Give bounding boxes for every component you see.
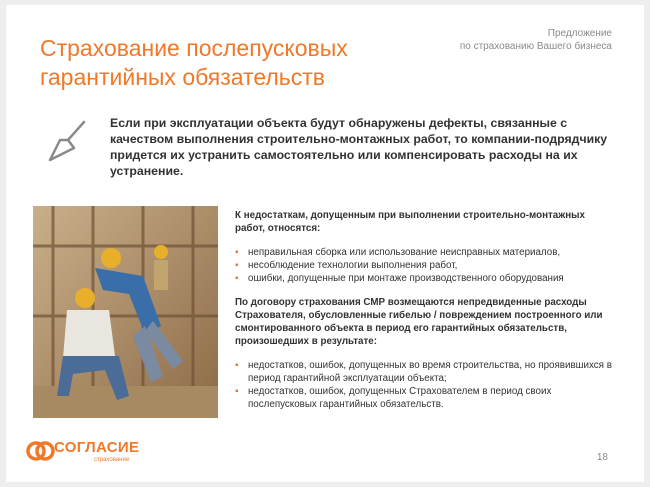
bullet-icon: ▪ — [235, 360, 239, 371]
heading-defects: К недостаткам, допущенным при выполнении строительно-монтажных работ, относятся: — [235, 210, 585, 234]
right-column — [235, 209, 613, 411]
tagline-line-1: Предложение — [547, 28, 612, 39]
trowel-icon — [44, 118, 92, 166]
bullet-icon: ▪ — [235, 260, 239, 271]
company-logo-subtitle: страхование — [94, 457, 130, 463]
list-item — [235, 272, 613, 285]
page-number: 18 — [596, 452, 608, 463]
construction-workers-photo — [33, 206, 218, 418]
tagline-line-2: по страхованию Вашего бизнеса — [459, 41, 612, 52]
list-item-text: неправильная сборка или использование неисправных материалов, — [248, 247, 561, 258]
list-item — [235, 259, 613, 272]
tagline — [392, 27, 612, 53]
title-line-2: гарантийных обязательств — [40, 64, 326, 90]
company-logo: СОГЛАСИЕ — [54, 439, 140, 456]
list-item — [235, 359, 613, 385]
list-item-text: несоблюдение технологии выполнения работ, — [248, 260, 458, 271]
list-item-text: ошибки, допущенные при монтаже производственного оборудования — [248, 273, 564, 284]
page-title — [40, 34, 420, 92]
list-item-text: недостатков, ошибок, допущенных во время строительства, но проявившихся в период гарантийной эксплуатации объекта; — [248, 360, 612, 384]
list-item — [235, 385, 613, 411]
bullet-icon: ▪ — [235, 273, 239, 284]
list-item-text: недостатков, ошибок, допущенных Страхователем в период своих послепусковых гарантийных обязательств. — [248, 386, 552, 410]
bullet-icon: ▪ — [235, 386, 239, 397]
slide — [6, 5, 644, 482]
list-item — [235, 246, 613, 259]
lead-paragraph: Если при эксплуатации объекта будут обнаружены дефекты, связанные с качеством выполнения строительно-монтажных работ, то компании-подрядчику придется их устранить самостоятельно или компенсировать расходы на их устранение. — [110, 116, 608, 178]
title-line-1: Страхование послепусковых — [40, 35, 348, 61]
heading-coverage: По договору страхования СМР возмещаются непредвиденные расходы Страхователя, обусловленные гибелью / повреждением построенного или смонтированного объекта в период его гарантийных обязательств, произошедших в результате: — [235, 297, 603, 347]
bullet-icon: ▪ — [235, 247, 239, 258]
